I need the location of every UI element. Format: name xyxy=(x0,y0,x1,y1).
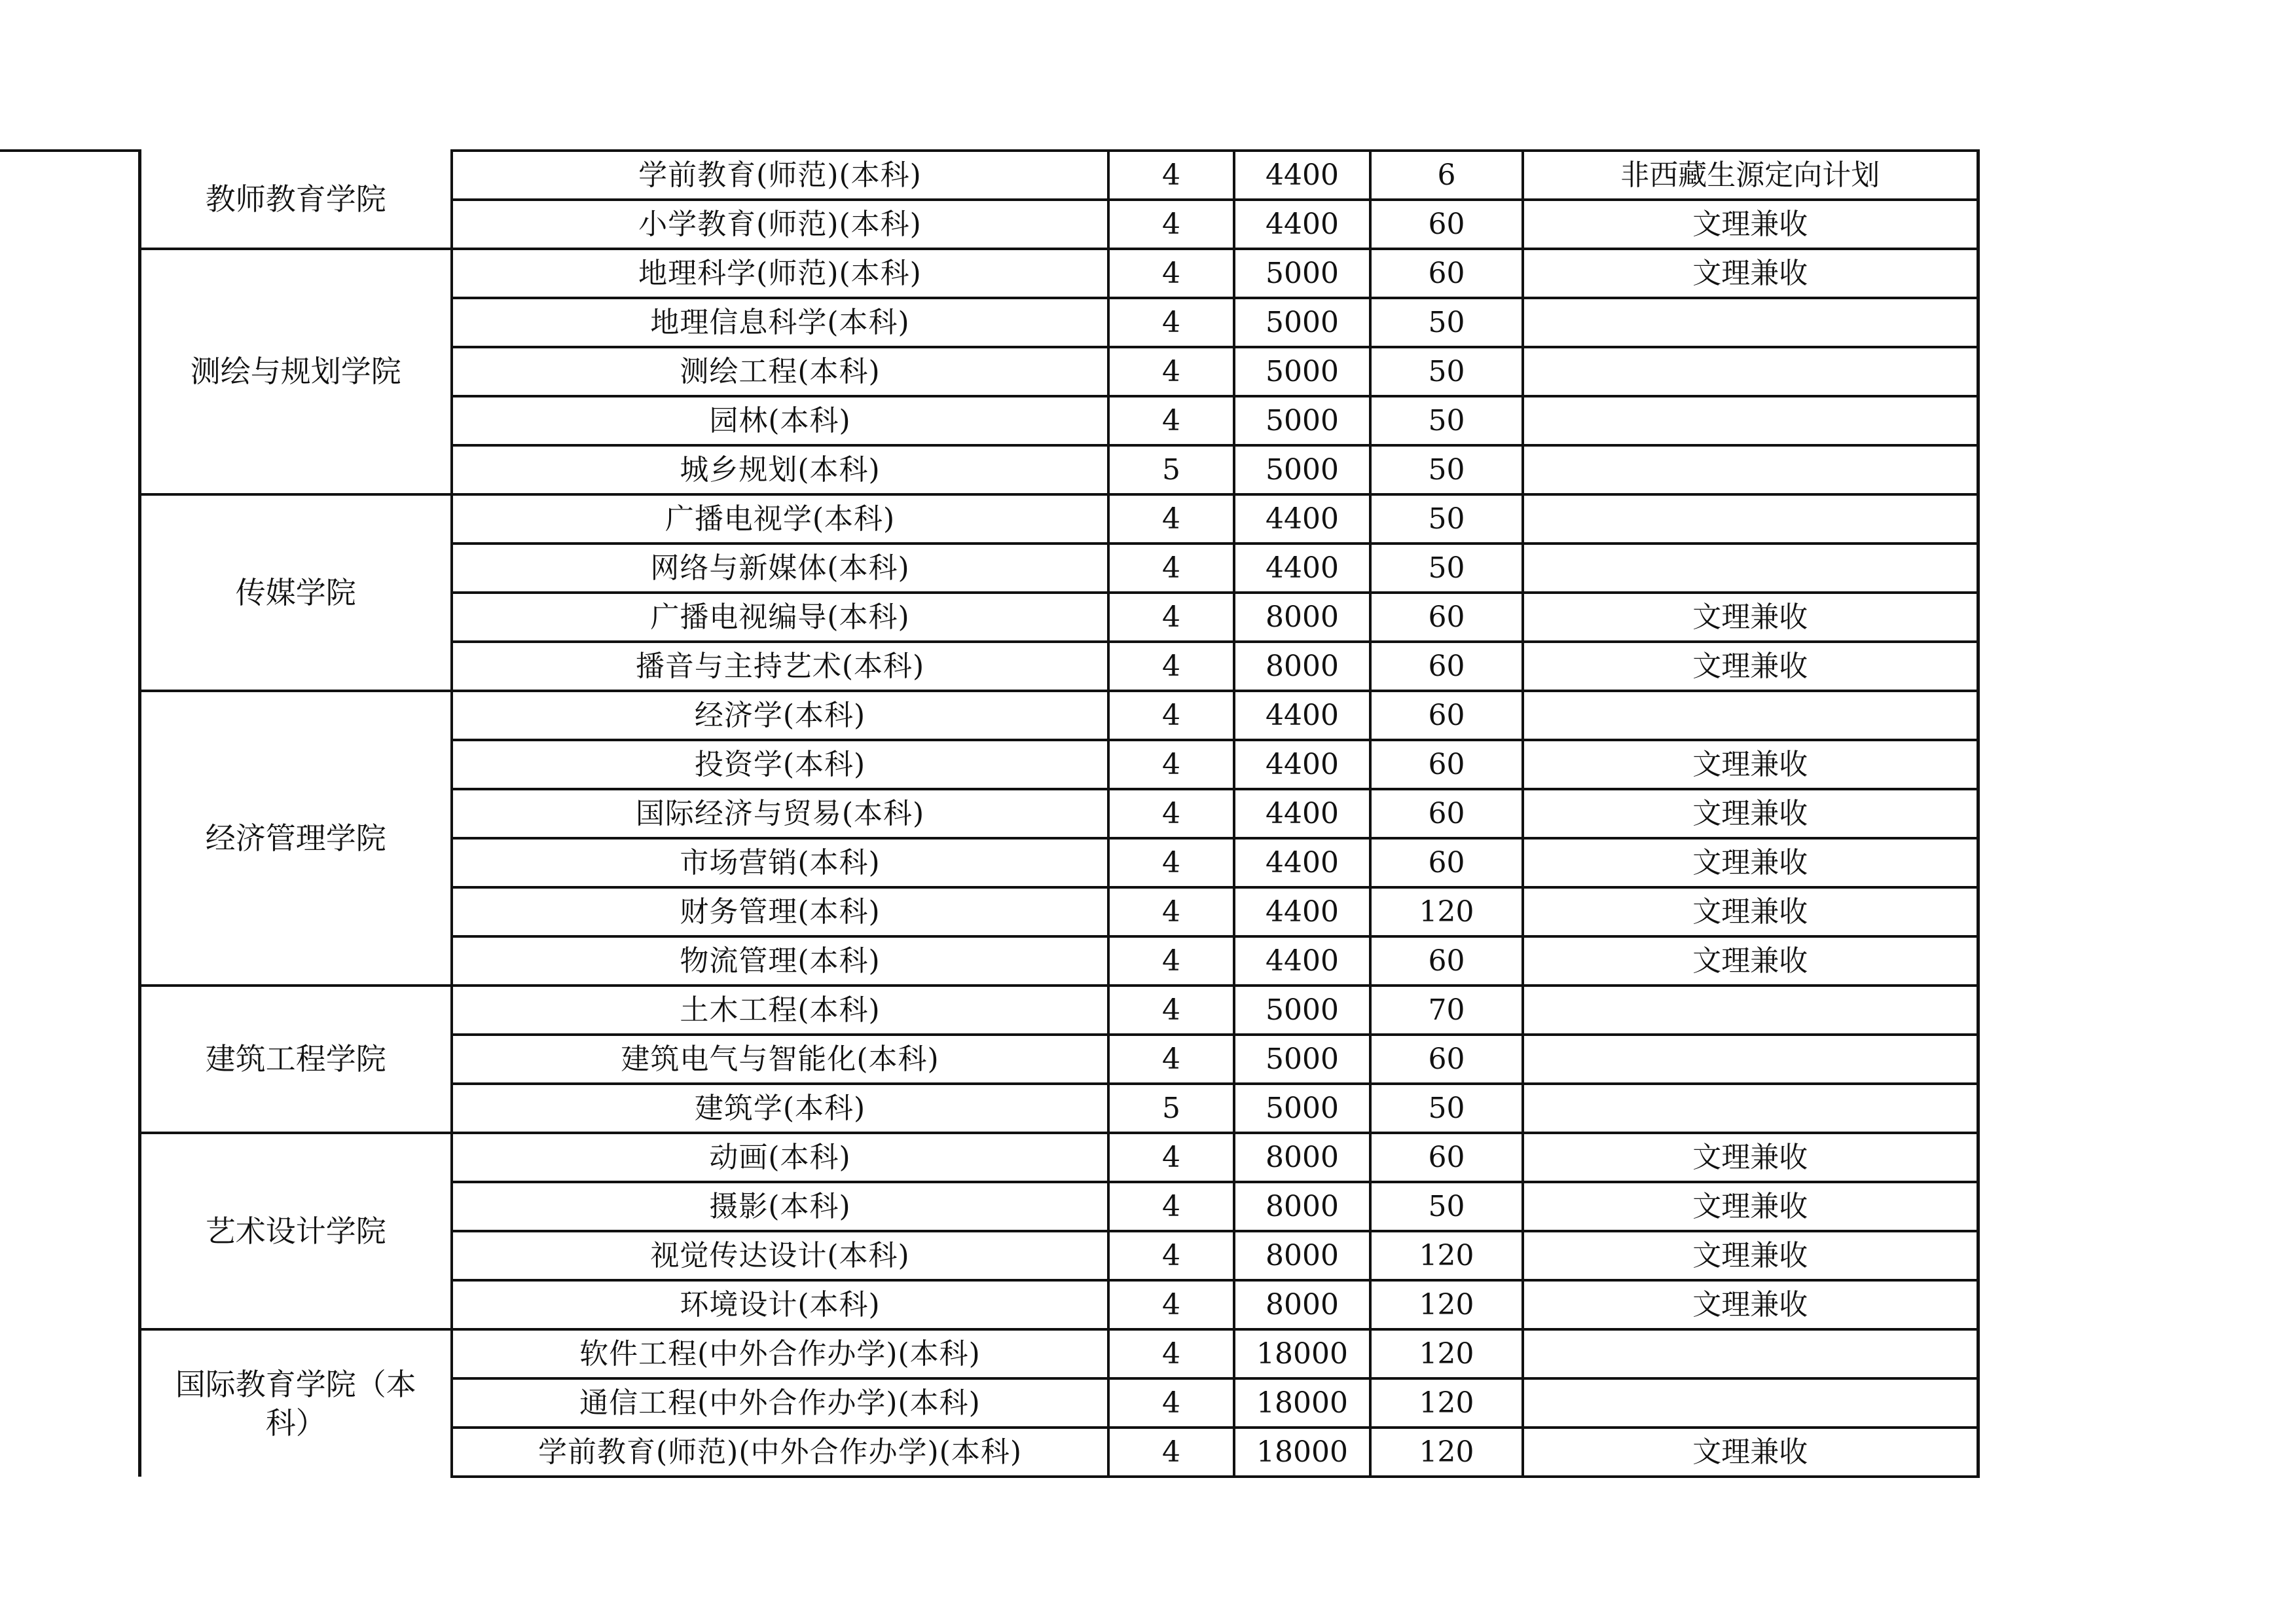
major-name-cell: 视觉传达设计(本科) xyxy=(452,1231,1108,1280)
enrollment-count-cell: 120 xyxy=(1370,1428,1523,1477)
study-years-cell: 4 xyxy=(1108,298,1234,347)
remark-cell: 文理兼收 xyxy=(1523,200,1978,249)
enrollment-count-cell: 50 xyxy=(1370,494,1523,544)
left-margin xyxy=(0,1133,139,1329)
remark-cell xyxy=(1523,544,1978,593)
major-name-cell: 通信工程(中外合作办学)(本科) xyxy=(452,1378,1108,1428)
study-years-cell: 4 xyxy=(1108,347,1234,396)
left-margin xyxy=(0,691,139,986)
table-row xyxy=(0,1329,1978,1378)
study-years-cell: 4 xyxy=(1108,789,1234,838)
major-name-cell: 学前教育(师范)(本科) xyxy=(452,151,1108,200)
enrollment-count-cell: 60 xyxy=(1370,200,1523,249)
study-years-cell: 4 xyxy=(1108,544,1234,593)
tuition-fee-cell: 8000 xyxy=(1234,593,1370,642)
major-name-cell: 物流管理(本科) xyxy=(452,936,1108,986)
major-name-cell: 建筑电气与智能化(本科) xyxy=(452,1035,1108,1084)
tuition-fee-cell: 4400 xyxy=(1234,544,1370,593)
tuition-fee-cell: 4400 xyxy=(1234,740,1370,789)
remark-cell: 文理兼收 xyxy=(1523,1133,1978,1182)
remark-cell: 文理兼收 xyxy=(1523,1428,1978,1477)
left-margin xyxy=(0,986,139,1133)
study-years-cell: 4 xyxy=(1108,151,1234,200)
college-name-cell: 传媒学院 xyxy=(139,494,452,691)
tuition-fee-cell: 18000 xyxy=(1234,1329,1370,1378)
table-body xyxy=(0,151,1978,1477)
tuition-fee-cell: 4400 xyxy=(1234,936,1370,986)
remark-cell: 文理兼收 xyxy=(1523,1231,1978,1280)
remark-cell: 文理兼收 xyxy=(1523,936,1978,986)
tuition-fee-cell: 8000 xyxy=(1234,1231,1370,1280)
remark-cell: 文理兼收 xyxy=(1523,789,1978,838)
enrollment-plan-table xyxy=(0,149,1980,1478)
tuition-fee-cell: 8000 xyxy=(1234,1182,1370,1231)
tuition-fee-cell: 4400 xyxy=(1234,151,1370,200)
major-name-cell: 投资学(本科) xyxy=(452,740,1108,789)
enrollment-count-cell: 50 xyxy=(1370,445,1523,494)
major-name-cell: 园林(本科) xyxy=(452,396,1108,445)
remark-cell xyxy=(1523,298,1978,347)
remark-cell: 文理兼收 xyxy=(1523,593,1978,642)
college-name-cell: 艺术设计学院 xyxy=(139,1133,452,1329)
table-row xyxy=(0,1133,1978,1182)
enrollment-count-cell: 50 xyxy=(1370,396,1523,445)
study-years-cell: 4 xyxy=(1108,494,1234,544)
major-name-cell: 测绘工程(本科) xyxy=(452,347,1108,396)
tuition-fee-cell: 5000 xyxy=(1234,298,1370,347)
enrollment-count-cell: 60 xyxy=(1370,789,1523,838)
study-years-cell: 4 xyxy=(1108,936,1234,986)
enrollment-count-cell: 60 xyxy=(1370,740,1523,789)
study-years-cell: 4 xyxy=(1108,1378,1234,1428)
table-row xyxy=(0,494,1978,544)
major-name-cell: 环境设计(本科) xyxy=(452,1280,1108,1329)
college-name-cell: 国际教育学院（本科） xyxy=(139,1329,452,1477)
enrollment-count-cell: 60 xyxy=(1370,249,1523,298)
enrollment-count-cell: 60 xyxy=(1370,936,1523,986)
college-name-cell: 建筑工程学院 xyxy=(139,986,452,1133)
major-name-cell: 地理信息科学(本科) xyxy=(452,298,1108,347)
tuition-fee-cell: 5000 xyxy=(1234,1084,1370,1133)
enrollment-count-cell: 120 xyxy=(1370,1280,1523,1329)
enrollment-count-cell: 120 xyxy=(1370,887,1523,936)
enrollment-count-cell: 120 xyxy=(1370,1231,1523,1280)
major-name-cell: 动画(本科) xyxy=(452,1133,1108,1182)
remark-cell: 文理兼收 xyxy=(1523,249,1978,298)
remark-cell: 文理兼收 xyxy=(1523,740,1978,789)
table-row xyxy=(0,986,1978,1035)
tuition-fee-cell: 5000 xyxy=(1234,347,1370,396)
remark-cell: 文理兼收 xyxy=(1523,838,1978,887)
study-years-cell: 4 xyxy=(1108,1428,1234,1477)
tuition-fee-cell: 18000 xyxy=(1234,1378,1370,1428)
enrollment-count-cell: 70 xyxy=(1370,986,1523,1035)
major-name-cell: 国际经济与贸易(本科) xyxy=(452,789,1108,838)
tuition-fee-cell: 5000 xyxy=(1234,445,1370,494)
table-row xyxy=(0,691,1978,740)
tuition-fee-cell: 4400 xyxy=(1234,691,1370,740)
study-years-cell: 4 xyxy=(1108,1182,1234,1231)
study-years-cell: 4 xyxy=(1108,200,1234,249)
remark-cell xyxy=(1523,494,1978,544)
enrollment-count-cell: 50 xyxy=(1370,544,1523,593)
remark-cell xyxy=(1523,691,1978,740)
enrollment-count-cell: 60 xyxy=(1370,838,1523,887)
study-years-cell: 4 xyxy=(1108,593,1234,642)
remark-cell: 文理兼收 xyxy=(1523,1182,1978,1231)
remark-cell xyxy=(1523,445,1978,494)
enrollment-count-cell: 60 xyxy=(1370,593,1523,642)
study-years-cell: 5 xyxy=(1108,445,1234,494)
study-years-cell: 4 xyxy=(1108,1231,1234,1280)
table-row xyxy=(0,151,1978,200)
major-name-cell: 摄影(本科) xyxy=(452,1182,1108,1231)
tuition-fee-cell: 4400 xyxy=(1234,789,1370,838)
study-years-cell: 4 xyxy=(1108,986,1234,1035)
remark-cell xyxy=(1523,1378,1978,1428)
remark-cell xyxy=(1523,347,1978,396)
tuition-fee-cell: 8000 xyxy=(1234,642,1370,691)
tuition-fee-cell: 8000 xyxy=(1234,1133,1370,1182)
study-years-cell: 4 xyxy=(1108,1280,1234,1329)
major-name-cell: 建筑学(本科) xyxy=(452,1084,1108,1133)
left-margin xyxy=(0,1329,139,1477)
tuition-fee-cell: 5000 xyxy=(1234,396,1370,445)
left-margin xyxy=(0,151,139,249)
major-name-cell: 网络与新媒体(本科) xyxy=(452,544,1108,593)
tuition-fee-cell: 4400 xyxy=(1234,200,1370,249)
major-name-cell: 市场营销(本科) xyxy=(452,838,1108,887)
major-name-cell: 小学教育(师范)(本科) xyxy=(452,200,1108,249)
remark-cell xyxy=(1523,986,1978,1035)
remark-cell xyxy=(1523,1035,1978,1084)
left-margin xyxy=(0,494,139,691)
major-name-cell: 学前教育(师范)(中外合作办学)(本科) xyxy=(452,1428,1108,1477)
enrollment-count-cell: 120 xyxy=(1370,1329,1523,1378)
tuition-fee-cell: 4400 xyxy=(1234,887,1370,936)
enrollment-count-cell: 50 xyxy=(1370,1182,1523,1231)
major-name-cell: 城乡规划(本科) xyxy=(452,445,1108,494)
remark-cell: 非西藏生源定向计划 xyxy=(1523,151,1978,200)
major-name-cell: 软件工程(中外合作办学)(本科) xyxy=(452,1329,1108,1378)
remark-cell xyxy=(1523,396,1978,445)
remark-cell: 文理兼收 xyxy=(1523,887,1978,936)
tuition-fee-cell: 18000 xyxy=(1234,1428,1370,1477)
enrollment-count-cell: 50 xyxy=(1370,347,1523,396)
major-name-cell: 广播电视编导(本科) xyxy=(452,593,1108,642)
study-years-cell: 4 xyxy=(1108,740,1234,789)
enrollment-count-cell: 50 xyxy=(1370,298,1523,347)
tuition-fee-cell: 5000 xyxy=(1234,249,1370,298)
study-years-cell: 4 xyxy=(1108,887,1234,936)
study-years-cell: 5 xyxy=(1108,1084,1234,1133)
remark-cell xyxy=(1523,1084,1978,1133)
tuition-fee-cell: 5000 xyxy=(1234,986,1370,1035)
study-years-cell: 4 xyxy=(1108,642,1234,691)
college-name-cell: 测绘与规划学院 xyxy=(139,249,452,494)
study-years-cell: 4 xyxy=(1108,1329,1234,1378)
remark-cell xyxy=(1523,1329,1978,1378)
study-years-cell: 4 xyxy=(1108,838,1234,887)
remark-cell: 文理兼收 xyxy=(1523,642,1978,691)
major-name-cell: 广播电视学(本科) xyxy=(452,494,1108,544)
major-name-cell: 土木工程(本科) xyxy=(452,986,1108,1035)
left-margin xyxy=(0,249,139,494)
table-row xyxy=(0,249,1978,298)
study-years-cell: 4 xyxy=(1108,249,1234,298)
enrollment-count-cell: 60 xyxy=(1370,642,1523,691)
major-name-cell: 播音与主持艺术(本科) xyxy=(452,642,1108,691)
study-years-cell: 4 xyxy=(1108,396,1234,445)
tuition-fee-cell: 8000 xyxy=(1234,1280,1370,1329)
enrollment-count-cell: 60 xyxy=(1370,691,1523,740)
tuition-fee-cell: 4400 xyxy=(1234,494,1370,544)
college-name-cell: 教师教育学院 xyxy=(139,151,452,249)
enrollment-count-cell: 60 xyxy=(1370,1035,1523,1084)
major-name-cell: 地理科学(师范)(本科) xyxy=(452,249,1108,298)
study-years-cell: 4 xyxy=(1108,1035,1234,1084)
major-name-cell: 财务管理(本科) xyxy=(452,887,1108,936)
college-name-cell: 经济管理学院 xyxy=(139,691,452,986)
remark-cell: 文理兼收 xyxy=(1523,1280,1978,1329)
enrollment-count-cell: 120 xyxy=(1370,1378,1523,1428)
enrollment-count-cell: 6 xyxy=(1370,151,1523,200)
major-name-cell: 经济学(本科) xyxy=(452,691,1108,740)
enrollment-count-cell: 50 xyxy=(1370,1084,1523,1133)
enrollment-count-cell: 60 xyxy=(1370,1133,1523,1182)
study-years-cell: 4 xyxy=(1108,691,1234,740)
tuition-fee-cell: 4400 xyxy=(1234,838,1370,887)
study-years-cell: 4 xyxy=(1108,1133,1234,1182)
tuition-fee-cell: 5000 xyxy=(1234,1035,1370,1084)
